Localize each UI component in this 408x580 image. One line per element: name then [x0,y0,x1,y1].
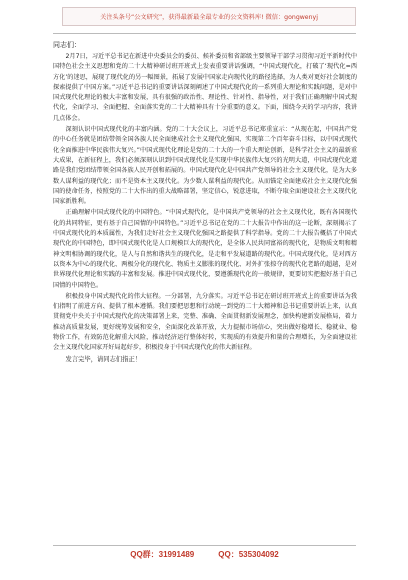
paragraph-action: 积极投身中国式现代化的伟大征程。一分部署，九分落实。习近平总书记在研讨班开班式上的重要讲话为我们指明了前进方向、提供了根本遵循。我们要把思想和行动统一到党的二十大精神和总书记重要讲话上来，认真贯彻党中央关于中国式现代化的决策部署上来，完整、准确、全面贯彻新发展理念，加快构建新发展格局，着力推动高质量发展，更好统筹发展和安全，全面深化改革开放，大力提振市场信心，突出做好稳增长、稳就业、稳物价工作，有效防范化解重大风险，推动经济运行整体好转，实现质的有效提升和量的合理增长，为全面建设社会主义现代化国家开好局起好步，积极投身于中国式现代化的伟大新征程。 [53,292,357,352]
paragraph-chinese-characteristics: 正确理解中国式现代化的中国特色。“中国式现代化，是中国共产党领导的社会主义现代化，既有各国现代化的共同特征，更有基于自己国情的中国特色。”习近平总书记在党的二十大报告中作出的这一论断，深刻揭示了中国式现代化的本质属性，为我们走好社会主义现代化强国之路提供了科学指导。党的二十大报告概括了中国式现代化的中国特色，即中国式现代化是人口规模巨大的现代化，是全体人民共同富裕的现代化，是物质文明和精神文明相协调的现代化，是人与自然和谐共生的现代化，是走和平发展道路的现代化。中国式现代化，是对西方以资本为中心的现代化、两极分化的现代化、物质主义膨胀的现代化、对外扩张掠夺的现代化老路的超越，是对世界现代化理论和实践的丰富和发展。推进中国式现代化，要遵循现代化的一般规律，更要切实把握好基于自己国情的中国特色。 [53,209,357,289]
page-footer [53,549,356,563]
document-body [53,40,357,540]
closing-remark: 发言完毕，请同志们指正！ [65,355,142,363]
paragraph-connotation: 深刻认识中国式现代化的丰富内涵。党的二十大会议上，习近平总书记郑重宣示：“从现在起，中国共产党的中心任务就是团结带领全国各族人民全面建成社会主义现代化强国、实现第二个百年奋斗目标，以中国式现代化全面推进中华民族伟大复兴。”中国式现代化理论是党的二十大的一个重大理论创新，是科学社会主义的最新重大成果，在新征程上，我们必须深刻认识到中国式现代化是实现中华民族伟大复兴的光明大道，中国式现代化道路是我们党团结带领全国各族人民开创和拓展的。中国式现代化是中国共产党领导的社会主义现代化，是为大多数人谋利益的现代化；而不是资本主义现代化。为少数人谋利益的现代化。从而锚定全面建成社会主义现代化强国的使命任务，按照党的二十大作出的重大战略部署，坚定信心，锐意进取，不断夺取全面建设社会主义现代化国家新胜利。 [53,126,357,206]
paragraph-intro: 2月7日，习近平总书记在新进中央委员会的委员、候补委员和省部级主要领导干部学习贯彻习近平新时代中国特色社会主义思想和党的二十大精神研讨班开班式上发表重要讲话强调，“中国式现代化，打破了‘现代化=西方化’的迷思，展现了现代化的另一幅图景，拓展了发展中国家走向现代化的路径选择，为人类对更好社会制度的探索提供了中国方案。”习近平总书记的重要讲话深刻阐述了中国式现代化的一系列重大理论和实践问题，是对中国式现代化理论的极大丰富和发展，具有很强的政治性、理论性、针对性、指导性，对于我们正确理解中国式现代化，全面学习、全面把握、全面落实党的二十大精神具有十分重要的意义。下面，围绕今天的学习内容，我讲几点体会。 [53,53,357,122]
footer-qq-group: QQ群：31991489 [130,550,195,559]
footer-qq: QQ：535304092 [218,550,279,559]
promo-banner [62,7,356,26]
promo-banner-text: 关注头条号“公文研究”，获得最新最全最专业的公文资料库! 微信：gongwenyj [100,14,318,21]
header-divider [53,33,356,34]
footer-divider [53,545,356,546]
greeting: 同志们： [53,41,81,49]
